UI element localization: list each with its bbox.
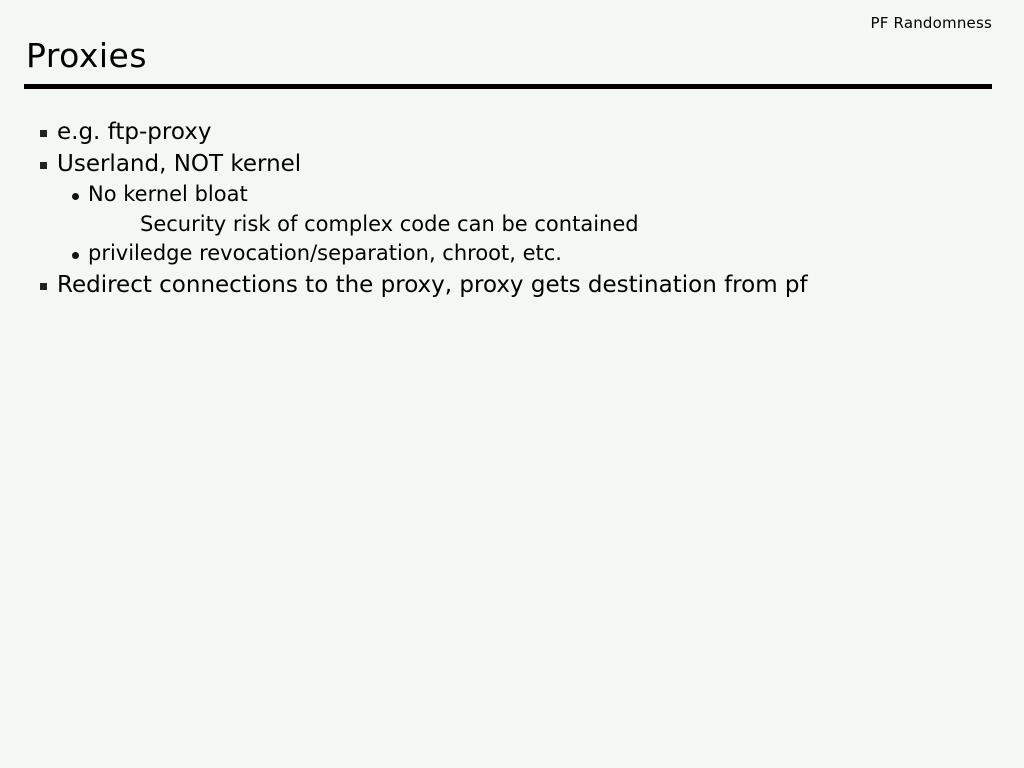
list-item-text: e.g. ftp-proxy <box>57 119 212 145</box>
slide-header-label: PF Randomness <box>870 14 992 32</box>
list-item-text: Security risk of complex code can be contained <box>140 211 639 236</box>
list-item-text: priviledge revocation/separation, chroot, etc. <box>88 241 562 266</box>
bullet-square-icon <box>40 162 47 169</box>
bullet-square-icon <box>40 130 47 137</box>
list-item-text: No kernel bloat <box>88 182 248 207</box>
list-item-text: Redirect connections to the proxy, proxy gets destination from pf <box>57 271 808 298</box>
list-item <box>40 271 990 299</box>
bullet-dot-icon <box>72 193 79 200</box>
bullet-square-icon <box>40 283 47 290</box>
list-item <box>40 118 990 146</box>
title-divider <box>24 84 992 89</box>
bullet-list <box>40 118 990 303</box>
list-item <box>40 150 990 178</box>
list-item <box>40 182 990 208</box>
list-item <box>40 241 990 267</box>
page-title: Proxies <box>26 36 148 75</box>
list-item-text: Userland, NOT kernel <box>57 151 302 178</box>
bullet-dot-icon <box>72 252 79 259</box>
list-item <box>40 212 990 238</box>
